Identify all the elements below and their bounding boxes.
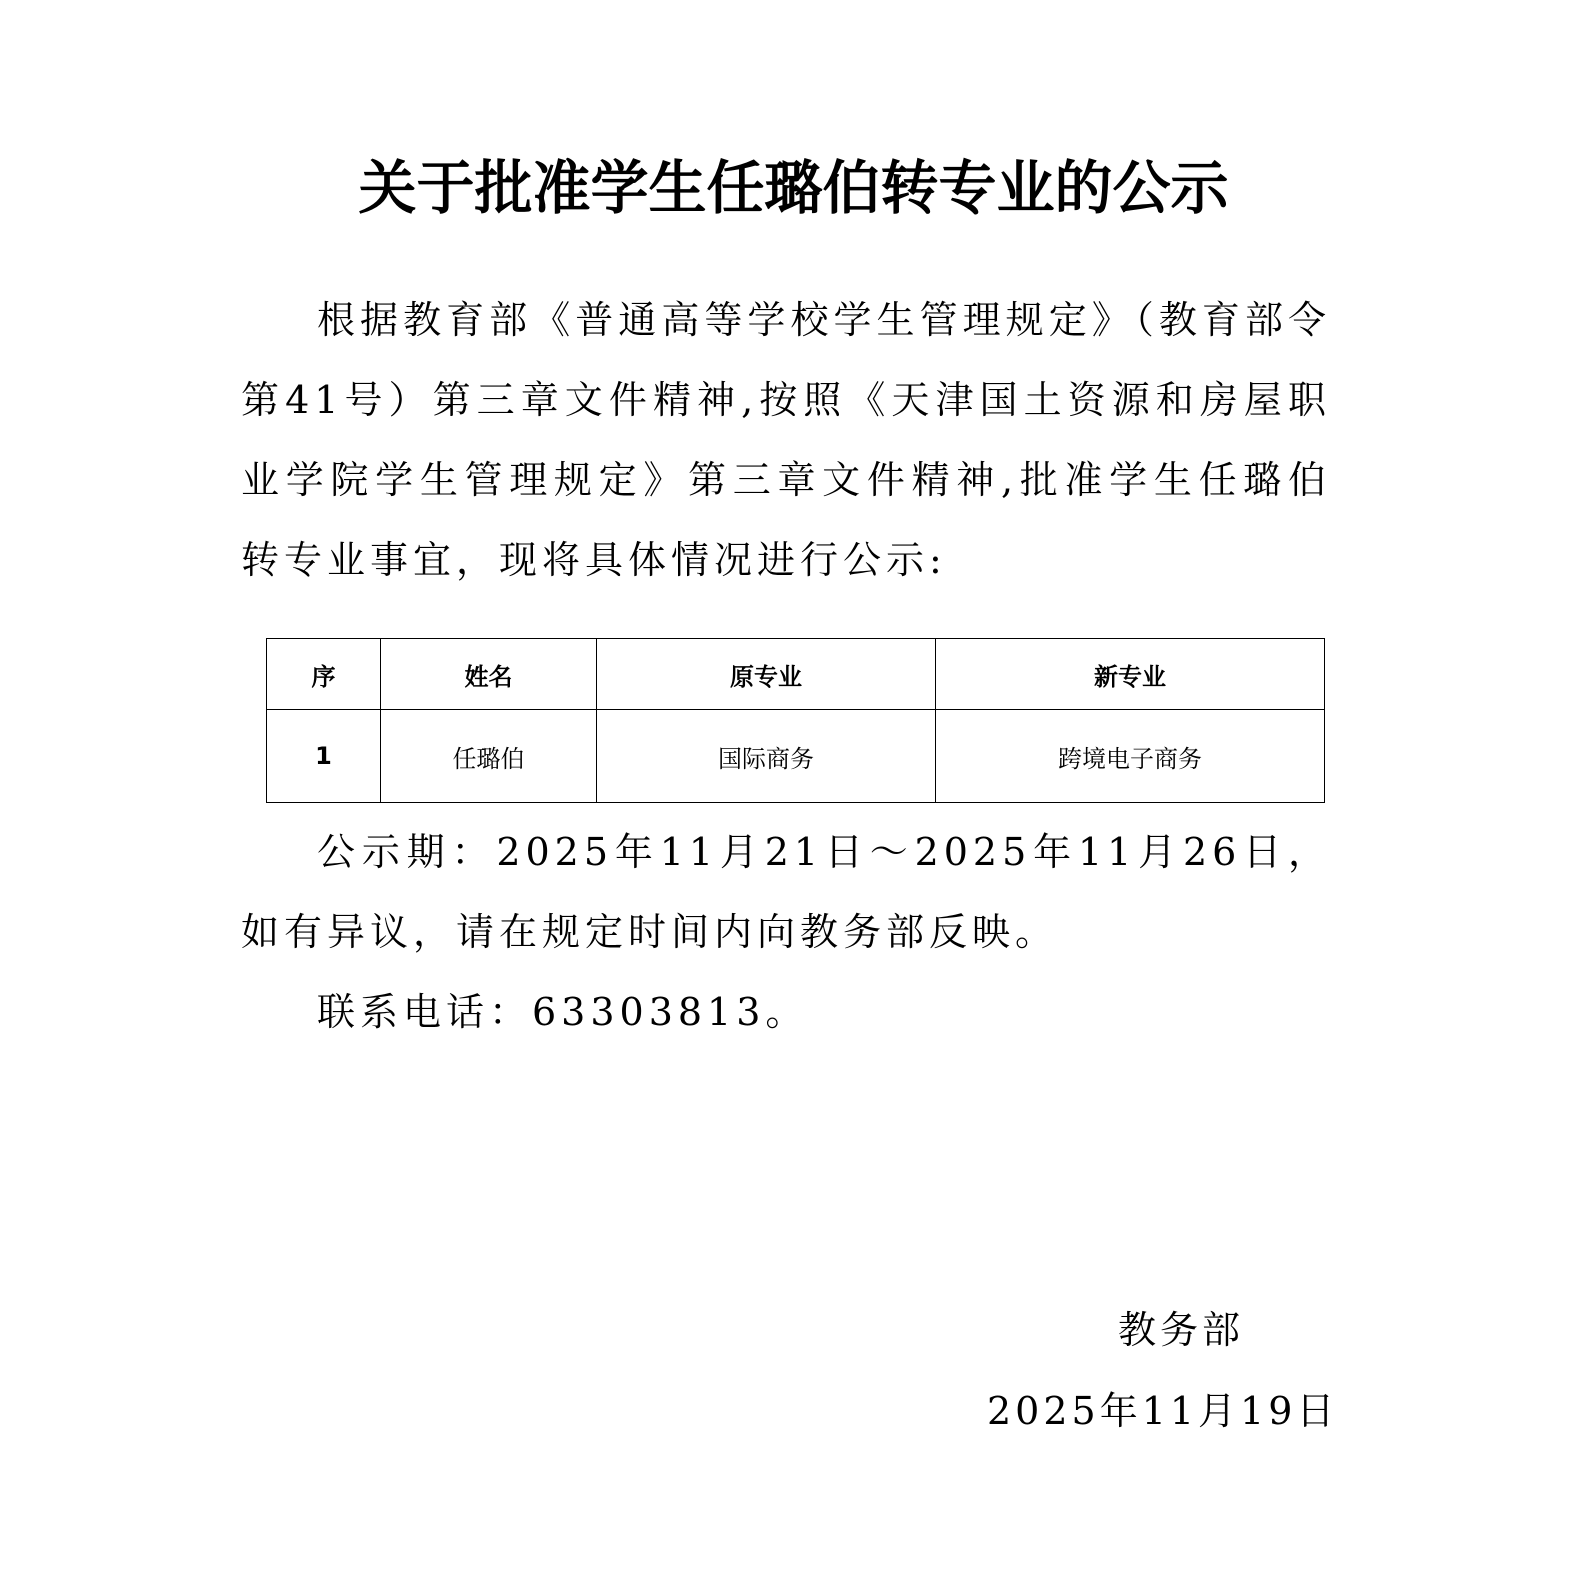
- header-original-major: 原专业: [597, 639, 936, 710]
- intro-section: [241, 280, 1331, 600]
- cell-seq: 1: [267, 710, 381, 803]
- notice-title: 关于批准学生任璐伯转专业的公示: [358, 154, 1229, 222]
- cell-name: 任璐伯: [381, 710, 597, 803]
- contact-section: [241, 972, 1331, 1052]
- header-seq: 序: [267, 639, 381, 710]
- cell-original-major: 国际商务: [597, 710, 936, 803]
- signature-department: 教务部: [1118, 1308, 1245, 1352]
- header-name: 姓名: [381, 639, 597, 710]
- intro-paragraph: 根据教育部《普通高等学校学生管理规定》（教育部令第41号）第三章文件精神,按照《天津国土资源和房屋职业学院学生管理规定》第三章文件精神,批准学生任璐伯转专业事宜，现将具体情况进行公示:: [241, 298, 1331, 582]
- header-new-major: 新专业: [936, 639, 1325, 710]
- table-row: [267, 710, 1325, 803]
- cell-new-major: 跨境电子商务: [936, 710, 1325, 803]
- transfer-table: [266, 638, 1325, 803]
- contact-paragraph: 联系电话：63303813。: [317, 990, 809, 1034]
- period-section: [241, 812, 1331, 972]
- table-header-row: [267, 639, 1325, 710]
- signature-date: 2025年11月19日: [987, 1389, 1339, 1433]
- period-paragraph: 公示期：2025年11月21日～2025年11月26日，如有异议，请在规定时间内向教务部反映。: [241, 830, 1331, 954]
